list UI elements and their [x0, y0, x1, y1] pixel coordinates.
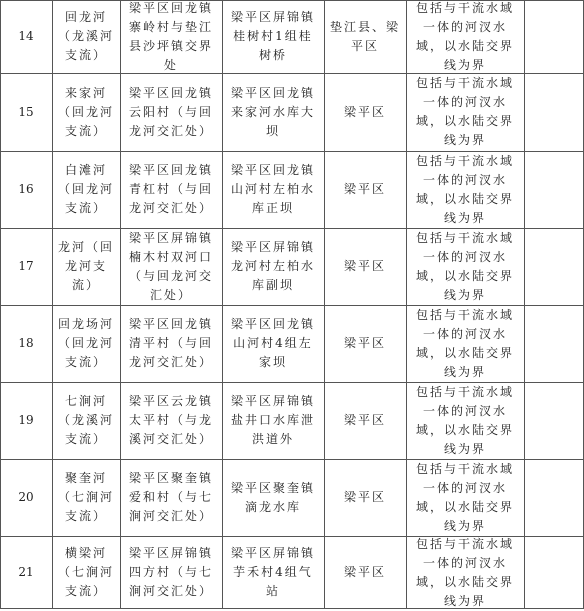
end-point-cell — [222, 536, 324, 609]
row-number-cell — [0, 459, 52, 536]
river-name: 聚奎河（七涧河支流） — [58, 471, 115, 523]
column-divider — [52, 0, 53, 609]
empty-cell — [524, 228, 584, 305]
admin-area-cell — [324, 459, 406, 536]
row-number: 16 — [18, 182, 34, 196]
river-name-cell — [52, 382, 120, 459]
admin-area-cell — [324, 0, 406, 73]
empty-cell — [524, 0, 584, 73]
table-row — [0, 0, 584, 73]
admin-area: 梁平区 — [343, 336, 386, 350]
row-number: 14 — [18, 29, 34, 43]
empty-cell — [524, 305, 584, 382]
remark-cell — [406, 382, 524, 459]
remark: 包括与干流水域一体的河汊水域，以水陆交界线为界 — [415, 307, 514, 379]
end-point: 梁平区回龙镇来家河水库大坝 — [230, 85, 315, 138]
river-name: 龙河（回龙河支流） — [58, 240, 115, 292]
river-name-cell — [52, 305, 120, 382]
end-point-cell — [222, 459, 324, 536]
column-divider — [524, 0, 525, 609]
remark: 包括与干流水域一体的河汊水域，以水陆交界线为界 — [415, 0, 514, 72]
row-number: 18 — [18, 336, 34, 350]
table-row — [0, 228, 584, 305]
column-divider — [0, 0, 1, 609]
column-divider — [324, 0, 325, 609]
end-point: 梁平区回龙镇山河村左柏水库正坝 — [230, 163, 315, 215]
admin-area-cell — [324, 305, 406, 382]
remark: 包括与干流水域一体的河汊水域，以水陆交界线为界 — [415, 461, 514, 533]
row-number-cell — [0, 536, 52, 609]
river-name: 七涧河（龙溪河支流） — [58, 394, 115, 446]
remark-cell — [406, 228, 524, 305]
river-name-cell — [52, 151, 120, 228]
table-row — [0, 305, 584, 382]
row-number-cell — [0, 228, 52, 305]
admin-area-cell — [324, 151, 406, 228]
row-divider — [0, 459, 584, 460]
admin-area-cell — [324, 382, 406, 459]
end-point-cell — [222, 228, 324, 305]
column-divider — [120, 0, 121, 609]
river-name: 回龙河（龙溪河支流） — [58, 10, 115, 62]
row-number-cell — [0, 382, 52, 459]
end-point: 梁平区屏锦镇桂树村1组桂树桥 — [230, 10, 315, 62]
row-number-cell — [0, 73, 52, 151]
empty-cell — [524, 382, 584, 459]
admin-area: 梁平区 — [343, 104, 386, 119]
row-divider — [0, 0, 584, 1]
table-row — [0, 151, 584, 228]
remark-cell — [406, 151, 524, 228]
remark-cell — [406, 459, 524, 536]
remark: 包括与干流水域一体的河汊水域，以水陆交界线为界 — [415, 384, 514, 456]
river-name: 来家河（回龙河支流） — [58, 85, 115, 138]
river-name-cell — [52, 0, 120, 73]
start-point: 梁平区回龙镇寨岭村与垫江县沙坪镇交界处 — [128, 0, 213, 72]
end-point: 梁平区屏锦镇盐井口水库泄洪道外 — [230, 394, 315, 446]
end-point-cell — [222, 151, 324, 228]
start-point: 梁平区回龙镇清平村（与回龙河交汇处） — [128, 317, 213, 369]
admin-area: 梁平区 — [343, 565, 386, 579]
remark-cell — [406, 73, 524, 151]
river-name-cell — [52, 536, 120, 609]
empty-cell — [524, 459, 584, 536]
remark: 包括与干流水域一体的河汊水域，以水陆交界线为界 — [415, 536, 514, 608]
empty-cell — [524, 536, 584, 609]
table-row — [0, 459, 584, 536]
admin-area: 梁平区 — [343, 259, 386, 273]
row-number: 17 — [18, 259, 34, 273]
column-divider — [406, 0, 407, 609]
row-number-cell — [0, 0, 52, 73]
empty-cell — [524, 151, 584, 228]
river-name: 回龙场河（回龙河支流） — [58, 317, 115, 369]
end-point: 梁平区屏锦镇芋禾村4组气站 — [230, 546, 315, 598]
remark-cell — [406, 536, 524, 609]
row-divider — [0, 305, 584, 306]
row-number: 21 — [18, 565, 34, 579]
row-number-cell — [0, 151, 52, 228]
table-row — [0, 382, 584, 459]
row-number: 19 — [18, 413, 34, 427]
start-point: 梁平区屏锦镇楠木村双河口（与回龙河交汇处） — [128, 230, 213, 302]
end-point-cell — [222, 382, 324, 459]
start-point: 梁平区云龙镇太平村（与龙溪河交汇处） — [128, 394, 213, 446]
row-number: 15 — [18, 104, 34, 119]
remark: 包括与干流水域一体的河汊水域，以水陆交界线为界 — [415, 230, 514, 302]
row-divider — [0, 228, 584, 229]
river-name-cell — [52, 73, 120, 151]
end-point-cell — [222, 73, 324, 151]
start-point-cell — [120, 459, 222, 536]
row-divider — [0, 536, 584, 537]
row-divider — [0, 151, 584, 152]
remark-cell — [406, 0, 524, 73]
start-point-cell — [120, 305, 222, 382]
start-point-cell — [120, 151, 222, 228]
admin-area-cell — [324, 73, 406, 151]
empty-cell — [524, 73, 584, 151]
river-name: 横梁河（七涧河支流） — [58, 546, 115, 598]
row-number-cell — [0, 305, 52, 382]
remark: 包括与干流水域一体的河汊水域，以水陆交界线为界 — [415, 153, 514, 225]
end-point: 梁平区回龙镇山河村4组左家坝 — [230, 317, 315, 369]
end-point-cell — [222, 0, 324, 73]
start-point: 梁平区回龙镇云阳村（与回龙河交汇处） — [128, 85, 213, 138]
start-point: 梁平区回龙镇青杠村（与回龙河交汇处） — [128, 163, 213, 215]
river-name: 白滩河（回龙河支流） — [58, 163, 115, 215]
admin-area: 梁平区 — [343, 413, 386, 427]
row-number: 20 — [18, 490, 34, 504]
remark-cell — [406, 305, 524, 382]
row-divider — [0, 382, 584, 383]
column-divider — [222, 0, 223, 609]
table-row — [0, 536, 584, 609]
start-point-cell — [120, 73, 222, 151]
river-name-cell — [52, 459, 120, 536]
start-point-cell — [120, 536, 222, 609]
end-point: 梁平区聚奎镇滴龙水库 — [230, 480, 315, 514]
end-point: 梁平区屏锦镇龙河村左柏水库副坝 — [230, 240, 315, 292]
start-point-cell — [120, 0, 222, 73]
start-point: 梁平区屏锦镇四方村（与七涧河交汇处） — [128, 546, 213, 598]
start-point-cell — [120, 228, 222, 305]
admin-area-cell — [324, 228, 406, 305]
start-point: 梁平区聚奎镇爱和村（与七涧河交汇处） — [128, 471, 213, 523]
remark: 包括与干流水域一体的河汊水域，以水陆交界线为界 — [415, 76, 514, 147]
admin-area: 垫江县、梁平区 — [330, 19, 401, 53]
river-name-cell — [52, 228, 120, 305]
row-divider — [0, 73, 584, 74]
admin-area-cell — [324, 536, 406, 609]
admin-area: 梁平区 — [343, 490, 386, 504]
admin-area: 梁平区 — [343, 182, 386, 196]
table-row — [0, 73, 584, 151]
start-point-cell — [120, 382, 222, 459]
end-point-cell — [222, 305, 324, 382]
